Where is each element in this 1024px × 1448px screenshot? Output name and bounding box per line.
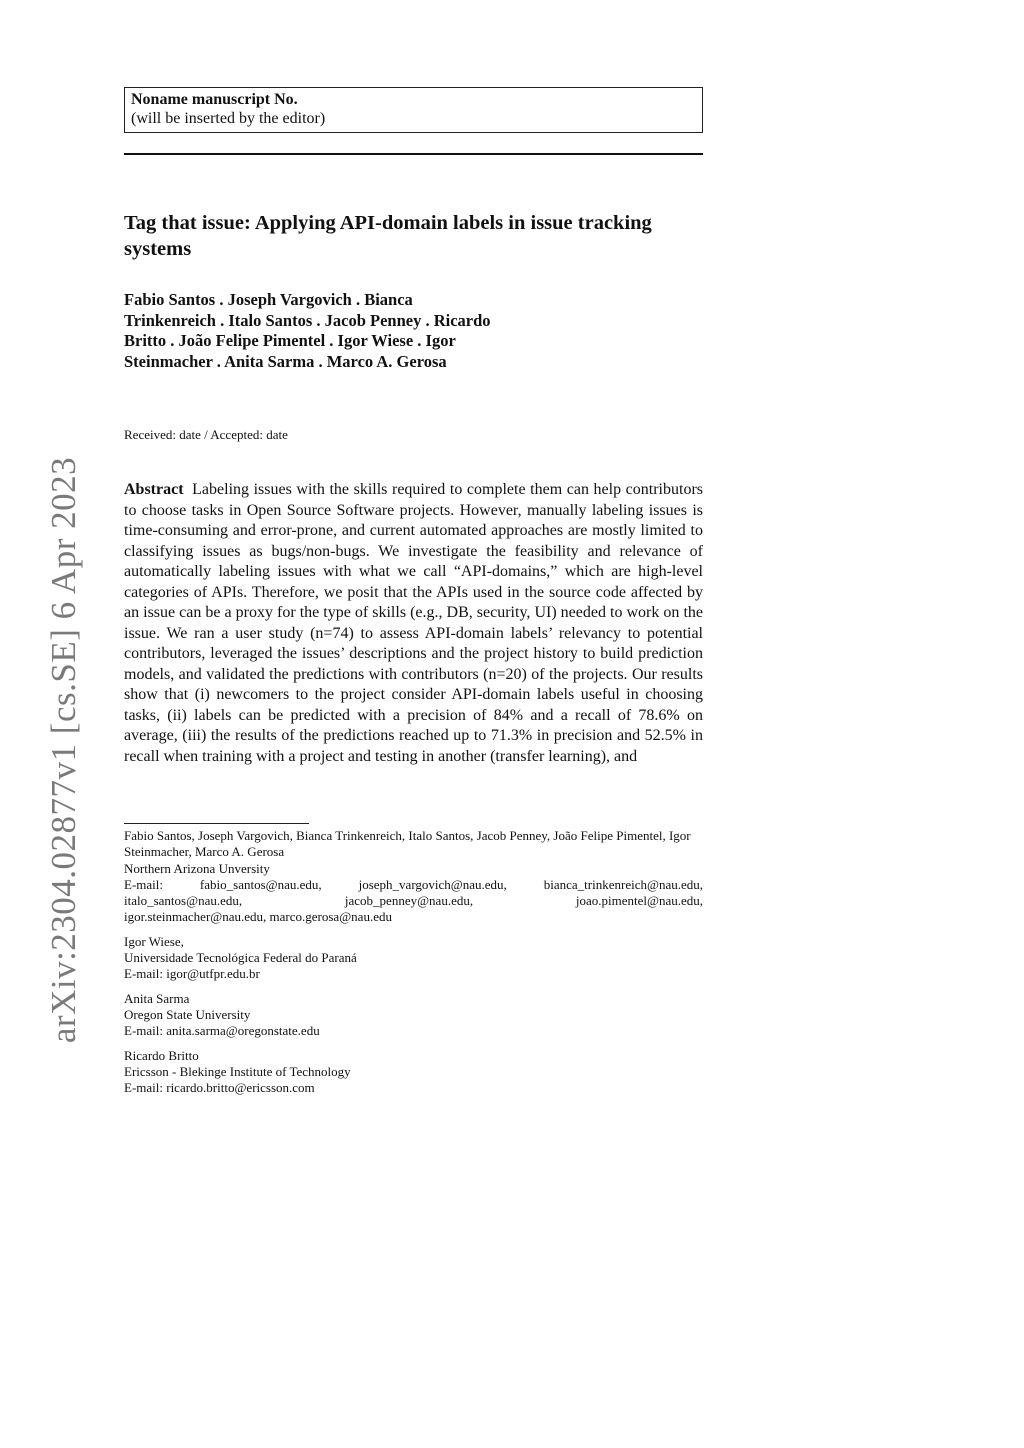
- abstract-text: Labeling issues with the skills required to complete them can help contributors to choose tasks in Open Source Software projects. However, manually labeling issues is time-consuming and error-prone, and current automated approaches are mostly limited to classifying issues as bugs/non-bugs. We investigate the feasibility and relevance of automatically labeling issues with what we call “API-domains,” which are high-level categories of APIs. Therefore, we posit that the APIs used in the source code affected by an issue can be a proxy for the type of skills (e.g., DB, security, UI) needed to work on the issue. We ran a user study (n=74) to assess API-domain labels’ relevancy to potential contributors, leveraged the issues’ descriptions and the project history to build prediction models, and validated the predictions with contributors (n=20) of the projects. Our results show that (i) newcomers to the project consider API-domain labels useful in choosing tasks, (ii) labels can be predicted with a precision of 84% and a recall of 78.6% on average, (iii) the results of the predictions reached up to 71.3% in precision and 52.5% in recall when training with a project and testing in another (transfer learning), and: [124, 481, 703, 765]
- affiliation-utfpr-email[interactable]: E-mail: igor@utfpr.edu.br: [124, 966, 260, 982]
- editor-note-box: [124, 87, 703, 133]
- affiliation-nau-email-2[interactable]: italo_santos@nau.edu, jacob_penney@nau.edu, joao.pimentel@nau.edu,: [124, 893, 703, 909]
- affiliation-ericsson-name: Ricardo Britto: [124, 1047, 199, 1063]
- affiliation-ericsson-email[interactable]: E-mail: ricardo.britto@ericsson.com: [124, 1080, 315, 1096]
- affiliation-osu-name: Anita Sarma: [124, 990, 190, 1006]
- abstract: [124, 480, 703, 767]
- editor-note: (will be inserted by the editor): [131, 110, 326, 127]
- affiliation-utfpr-name: Igor Wiese,: [124, 933, 184, 949]
- affiliation-footnotes: [124, 828, 703, 1104]
- affiliation-nau-names: Fabio Santos, Joseph Vargovich, Bianca Trinkenreich, Italo Santos, Jacob Penney, João Felipe Pimentel, Igor Steinmacher, Marco A. Gerosa: [124, 828, 691, 860]
- affiliation-osu: [124, 991, 703, 1040]
- received-accepted-line: Received: date / Accepted: date: [124, 427, 288, 442]
- author-list: Fabio Santos . Joseph Vargovich . Bianca Trinkenreich . Italo Santos . Jacob Penney . Ricardo Britto . João Felipe Pimentel . Igor Wiese . Igor Steinmacher . Anita Sarma . Marco A. Gerosa: [124, 290, 491, 371]
- affiliation-ericsson-institution: Ericsson - Blekinge Institute of Technology: [124, 1063, 351, 1079]
- manuscript-number-label: Noname manuscript No.: [131, 91, 298, 108]
- abstract-label: Abstract: [124, 481, 184, 498]
- affiliation-utfpr: [124, 934, 703, 983]
- affiliation-nau-email-3[interactable]: igor.steinmacher@nau.edu, marco.gerosa@nau.edu: [124, 909, 392, 925]
- footnote-rule: [124, 823, 309, 824]
- affiliation-ericsson: [124, 1048, 703, 1097]
- affiliation-osu-email[interactable]: E-mail: anita.sarma@oregonstate.edu: [124, 1023, 320, 1039]
- affiliation-utfpr-institution: Universidade Tecnológica Federal do Paraná: [124, 950, 357, 966]
- header-rule: [124, 153, 703, 155]
- paper-title: Tag that issue: Applying API-domain labels in issue tracking systems: [124, 212, 652, 260]
- affiliation-osu-institution: Oregon State University: [124, 1006, 251, 1022]
- affiliation-nau-email-1[interactable]: E-mail: fabio_santos@nau.edu, joseph_vargovich@nau.edu, bianca_trinkenreich@nau.edu,: [124, 876, 703, 892]
- arxiv-side-stamp[interactable]: arXiv:2304.02877v1 [cs.SE] 6 Apr 2023: [44, 456, 83, 1044]
- affiliation-nau-institution: Northern Arizona Unversity: [124, 860, 270, 876]
- affiliation-nau: [124, 828, 703, 926]
